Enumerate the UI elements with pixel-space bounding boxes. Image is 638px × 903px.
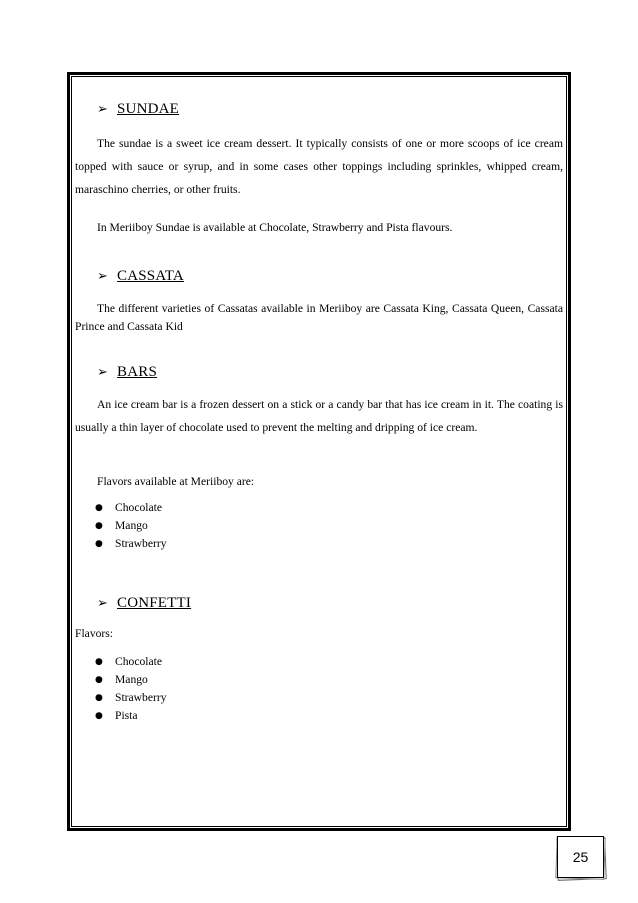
list-item: ● Chocolate [95, 499, 167, 517]
section-title: CONFETTI [117, 595, 192, 611]
bullet-dot-icon: ● [95, 711, 103, 721]
section-title: CASSATA [117, 268, 184, 284]
bullet-dot-icon: ● [95, 657, 103, 667]
bullet-dot-icon: ● [95, 503, 103, 513]
confetti-flavors-label: Flavors: [75, 627, 114, 640]
list-item: ● Mango [95, 671, 167, 689]
cassata-heading [97, 268, 184, 285]
bars-flavor-list [95, 499, 167, 553]
bullet-dot-icon: ● [95, 675, 103, 685]
bars-description: An ice cream bar is a frozen dessert on a stick or a candy bar that has ice cream in it. The coating is usually a thin layer of chocolate used to prevent the melting and dripping of ice cream. [75, 398, 563, 434]
arrow-bullet-icon: ➢ [97, 269, 108, 284]
bullet-dot-icon: ● [95, 693, 103, 703]
bullet-dot-icon: ● [95, 539, 103, 549]
arrow-bullet-icon: ➢ [97, 102, 108, 117]
list-item: ● Strawberry [95, 535, 167, 553]
section-title: BARS [117, 364, 157, 380]
page-number: 25 [557, 836, 604, 878]
arrow-bullet-icon: ➢ [97, 596, 108, 611]
list-item: ● Pista [95, 707, 167, 725]
list-item: ● Mango [95, 517, 167, 535]
cassata-description: The different varieties of Cassatas available in Meriiboy are Cassata King, Cassata Queen, Cassata Prince and Cassata Kid [75, 302, 563, 333]
sundae-availability: In Meriiboy Sundae is available at Chocolate, Strawberry and Pista flavours. [97, 221, 453, 234]
list-item: ● Strawberry [95, 689, 167, 707]
confetti-heading [97, 595, 191, 612]
sundae-description: The sundae is a sweet ice cream dessert. It typically consists of one or more scoops of ice cream topped with sauce or syrup, and in some cases other toppings including sprinkles, whipped cream, maraschino cherries, or other fruits. [75, 137, 563, 196]
bullet-dot-icon: ● [95, 521, 103, 531]
bars-heading [97, 364, 157, 381]
arrow-bullet-icon: ➢ [97, 365, 108, 380]
bars-flavors-intro: Flavors available at Meriiboy are: [97, 475, 255, 488]
section-title: SUNDAE [117, 101, 180, 117]
list-item: ● Chocolate [95, 653, 167, 671]
sundae-heading [97, 101, 179, 118]
confetti-flavor-list [95, 653, 167, 725]
